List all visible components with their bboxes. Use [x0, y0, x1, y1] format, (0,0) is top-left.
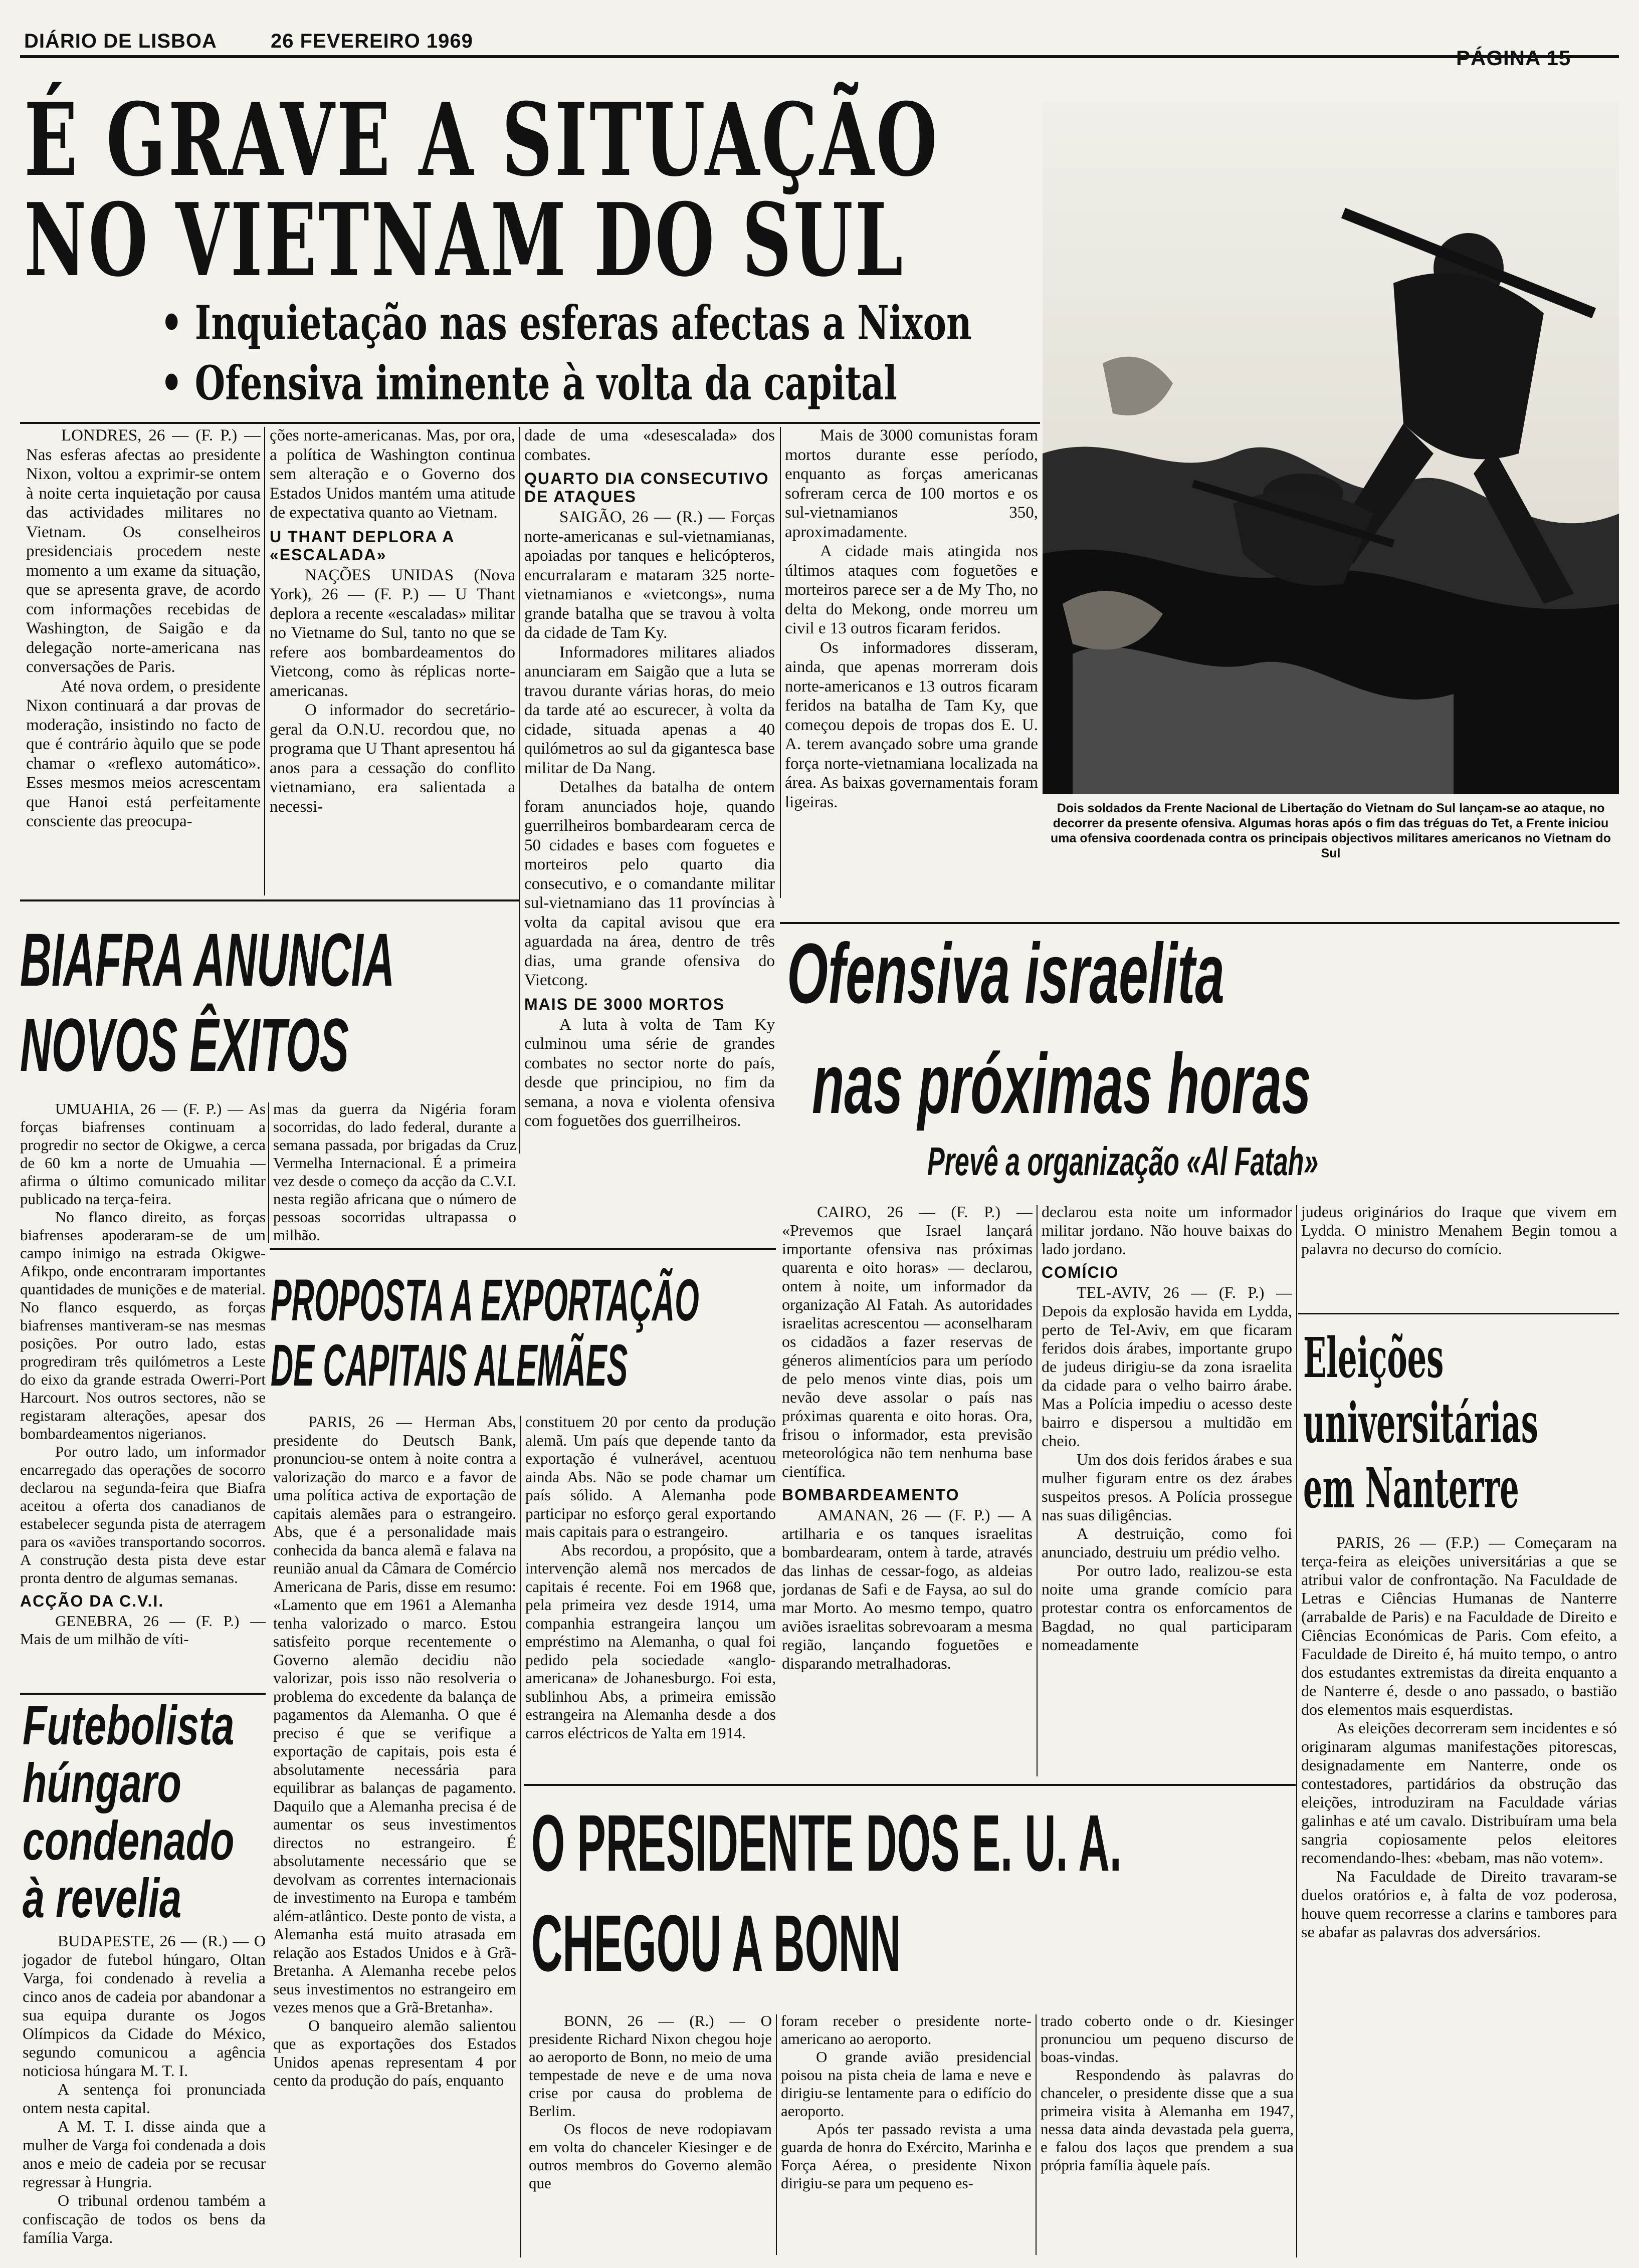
israel-top-rule — [780, 922, 1619, 924]
vietnam-soldiers-photo — [1043, 103, 1619, 794]
soldiers-illustration — [1043, 103, 1619, 794]
nixon-column-2 — [781, 2012, 1032, 2257]
israel-col2e-para: Por outro lado, realizou-se esta noite uma grande comício para protestar contra os enforcamentos de Bagdad, no qual participaram nomeadamente — [1042, 1561, 1292, 1654]
alemaes-col2-para: constituem 20 por cento da produção alemã. Um país que depende tanto da exportação é vulnerável, acentuou ainda Abs. Não se pode chamar um país sólido. A Alemanha pode participar no esforço geral exportando mais capitais para o estrangeiro. — [525, 1413, 776, 1540]
nixon-col1b-para: Os flocos de neve rodopiavam em volta do chanceler Kiesinger e de outros membros do Governo alemão que — [529, 2120, 772, 2192]
biafra-column-1 — [20, 1100, 266, 1691]
vietnam-col1b-para: Até nova ordem, o presidente Nixon continuará a dar provas de moderação, insistindo no facto de que é contrário àquilo que se pode chamar o «reflexo automático». Esses mesmos meios acrescentam que Hanoi está perfeitamente consciente das preocupa- — [26, 677, 261, 830]
column-divider — [268, 1102, 269, 1243]
nixon-column-3 — [1041, 2012, 1294, 2257]
vietnam-col3b-para: SAIGÃO, 26 — (R.) — Forças norte-americanas e sul-vietnamianas, apoiadas por tanques e helicópteros, encurralaram e mataram 325 norte-vietnamianos e «vietcongs», numa grande batalha que se travou à volta da cidade de Tam Ky. — [524, 508, 775, 642]
vietnam-headline-2: NO VIETNAM DO SUL — [24, 181, 905, 299]
alemaes-top-rule — [270, 1248, 776, 1250]
vietnam-col3d-para: Detalhes da batalha de ontem foram anunciados hoje, quando guerrilheiros bombardearam cerca de 50 cidades e bases com foguetes e morteiros pelo quarto dia consecutivo, e o comandante militar sul-vietnamiano das 11 províncias à volta da capital avisou que era aguardada na área, dentro de três dias, uma grande ofensiva do Vietcong. — [524, 778, 775, 989]
futebol-headline-2: húngaro — [23, 1752, 181, 1814]
israel-headline-1: Ofensiva israelita — [787, 926, 1224, 1021]
futebol-column — [23, 1932, 266, 2257]
vietnam-col3e-para: A luta à volta de Tam Ky culminou uma série de grandes combates no sector norte do país, desde que principiou, no fim da semana, a nova e violenta ofensiva com foguetões dos guerrilheiros. — [524, 1015, 775, 1130]
vietnam-subhead-1: • Inquietação nas esferas afectas a Nixon — [160, 296, 972, 351]
nixon-top-rule — [524, 1784, 1296, 1786]
nixon-col2-para: foram receber o presidente norte-americano ao aeroporto. — [781, 2012, 1032, 2048]
masthead-rule — [20, 55, 1619, 58]
alemaes-headline-1: PROPOSTA A EXPORTAÇÃO — [271, 1267, 699, 1333]
vietnam-col2-subhead: U THANT DEPLORA A «ESCALADA» — [270, 527, 455, 564]
vietnam-col3-para: dade de uma «desescalada» dos combates. — [524, 426, 775, 464]
nixon-col2c-para: Após ter passado revista a uma guarda de honra do Exército, Marinha e Força Aérea, o presidente Nixon dirigiu-se para um pequeno es- — [781, 2120, 1032, 2192]
nixon-col2b-para: O grande avião presidencial poisou na pista cheia de lama e neve e dirigiu-se lentamente para o edifício do aeroporto. — [781, 2048, 1032, 2120]
masthead-page — [1456, 46, 1571, 70]
column-divider — [519, 427, 520, 1154]
nixon-col3b-para: Respondendo às palavras do chanceler, o presidente disse que a sua primeira visita à Alemanha em 1947, nessa data ainda devastada pela guerra, e falou dos laços que prendem a sua própria família àquele país. — [1041, 2066, 1294, 2174]
futebol-headline-4: à revelia — [23, 1868, 182, 1929]
nixon-headline-1: O PRESIDENTE DOS E. U. A. — [531, 1798, 1122, 1888]
biafra-col2-para: mas da guerra da Nigéria foram socorridas, do lado federal, durante a semana passada, por brigadas da Cruz Vermelha Internacional. É a primeira vez desde o começo da acção da C.V.I. nesta região africana que o número de pessoas socorridas ultrapassa o milhão. — [273, 1100, 516, 1244]
biafra-col1-para: UMUAHIA, 26 — (F. P.) — As forças biafrenses continuam a progredir no sector de Okigwe, a cerca de 60 km a norte de Umuahia — afirma o último comunicado militar publicado na terça-feira. — [20, 1100, 266, 1208]
vietnam-col4-para: Mais de 3000 comunistas foram mortos durante esse período, enquanto as forças americanas sofreram cerca de 100 mortos e os sul-vietnamianos 350, aproximadamente. — [785, 426, 1038, 541]
alemaes-column-2 — [525, 1413, 776, 1742]
column-divider — [776, 2014, 777, 2255]
israel-col3-para: judeus originários do Iraque que vivem em Lydda. O ministro Menahem Begin tomou a palavra no decurso do comício. — [1301, 1203, 1617, 1258]
israel-col1b-para: AMANAN, 26 — (F. P.) — A artilharia e os tanques israelitas bombardearam, ontem à tarde, através das linhas de cessar-fogo, as aldeias jordanas de Safi e de Faysa, ao sul do mar Morto. Ao mesmo tempo, quatro aviões israelitas sobrevoaram a mesma região, lançando foguetões e disparando metralhadoras. — [782, 1506, 1033, 1672]
vietnam-col4b-para: A cidade mais atingida nos últimos ataques com foguetões e morteiros parece ser a de My Tho, no delta do Mekong, onde morreu um civil e 13 outros ficaram feridos. — [785, 542, 1038, 637]
nanterre-headline-1: Eleições — [1303, 1325, 1444, 1390]
nanterre-column — [1301, 1533, 1617, 2255]
vietnam-col2-para: ções norte-americanas. Mas, por ora, a política de Washington continua sem alteração e o Governo dos Estados Unidos mantém uma atitude de expectativa quanto ao Vietnam. — [270, 426, 515, 522]
israel-column-2 — [1042, 1203, 1292, 1784]
alemaes-col1b-para: O banqueiro alemão salientou que as exportações dos Estados Unidos apenas representam 4 por cento da produção do país, enquanto — [273, 2016, 516, 2089]
alemaes-col1-para: PARIS, 26 — Herman Abs, presidente do Deutsch Bank, pronunciou-se ontem à noite contra a valorização do marco e a favor de uma política activa de exportação de capitais alemães para o estrangeiro. Abs, que é a personalidade mais conhecida da banca alemã e falava na reunião anual da Câmara de Comércio Americana de Paris, disse em resumo: «Lamento que em 1961 a Alemanha tenha valorizado o marco. Estou satisfeito porque recentemente o Governo alemão decidiu não valorizar, pois isso não resolveria o problema do excedente da balança de pagamentos da Alemanha. O que é preciso é que se verifique a exportação de capitais, pois esta é absolutamente necessária para equilibrar as balanças de pagamento. Daquilo que a Alemanha precisa é de aumentar os seus investimentos directos no estrangeiro. É absolutamente necessário que se devolvam as correntes internacionais de investimento na Europa e também além-atlântico. Deste ponto de vista, a Alemanha está muito atrasada em relação aos Estados Unidos e à Grã-Bretanha. A Alemanha recebe pelos seus investimentos no estrangeiro em vezes menos que a Grã-Bretanha». — [273, 1413, 516, 2016]
biafra-headline-1: BIAFRA ANUNCIA — [20, 918, 395, 1002]
alemaes-column-1 — [273, 1413, 516, 2260]
vietnam-column-2 — [270, 426, 515, 897]
biafra-col1c-para: Por outro lado, um informador encarregado das operações de socorro declarou na segunda-feira que Biafra aceitou a oferta dos canadianos de estabelecer segunda pista de aterragem para os «aviões transportando socorros. A construção desta pista deve estar pronta dentro de algumas semanas. — [20, 1443, 266, 1586]
column-divider — [1036, 2014, 1037, 2255]
vietnam-top-rule — [20, 422, 1040, 424]
vietnam-col4c-para: Os informadores disseram, ainda, que apenas morreram dois norte-americanos e 13 outros ficaram feridos na batalha de Tam Ky, que começou depois de tropas dos E. U. A. terem avançado sobre uma grande força norte-vietnamiana localizada na área. As baixas governamentais foram ligeiras. — [785, 638, 1038, 811]
vietnam-subhead-2: • Ofensiva iminente à volta da capital — [160, 356, 897, 411]
masthead-paper: DIÁRIO DE LISBOA — [24, 30, 217, 52]
vietnam-col2b-para: NAÇÕES UNIDAS (Nova York), 26 — (F. P.) — U Thant deplora a recente «escaladas» militar no Vietname do Sul, tanto no que se refere aos bombardeamentos do Vietcong, como às réplicas norte-americanas. — [270, 566, 515, 700]
vietnam-column-3 — [524, 426, 775, 1308]
nanterre-para: PARIS, 26 — (F.P.) — Começaram na terça-feira as eleições universitárias a que se atribui valor de confrontação. Na Faculdade de Letras e Ciências Humanas de Nanterre (arrabalde de Paris) e na Faculdade de Direito e Ciências Económicas de Paris. Com efeito, a Faculdade de Direito é, há muito tempo, o antro dos estudantes extremistas da direita enquanto a de Nanterre é, desde o ano passado, o bastião dos elementos mais esquerdistas. — [1301, 1533, 1617, 1718]
israel-subhead: Prevê a organização «Al Fatah» — [927, 1139, 1319, 1184]
nixon-column-1 — [529, 2012, 772, 2257]
biafra-col1d-para: GENEBRA, 26 — (F. P.) — Mais de um milhão de víti- — [20, 1612, 266, 1648]
vietnam-col3c-para: Informadores militares aliados anunciaram em Saigão que a luta se travou durante várias horas, do meio da tarde até ao escurecer, à volta da cidade, situada apenas a 40 quilómetros ao sul da gigantesca base militar de Da Nang. — [524, 643, 775, 777]
israel-col2b-para: TEL-AVIV, 26 — (F. P.) — Depois da explosão havida em Lydda, perto de Tel-Aviv, em que ficaram feridos dois árabes, importante grupo de judeus dirigiu-se da zona israelita da cidade para o velho bairro árabe. Mas a Polícia impediu o acesso deste bairro e dispersou a multidão em cheio. — [1042, 1283, 1292, 1450]
israel-headline-2: nas próximas horas — [812, 1036, 1311, 1131]
vietnam-column-1 — [26, 426, 261, 897]
column-divider — [780, 427, 781, 898]
nixon-col3-para: trado coberto onde o dr. Kiesinger pronunciou um pequeno discurso de boas-vindas. — [1041, 2012, 1294, 2066]
column-divider — [1296, 1205, 1297, 2257]
nanterre-top-rule — [1298, 1313, 1619, 1314]
israel-col1-subhead: BOMBARDEAMENTO — [782, 1486, 960, 1504]
nanterre-headline-3: em Nanterre — [1303, 1456, 1519, 1520]
nixon-headline-2: CHEGOU A BONN — [531, 1898, 901, 1988]
nixon-col1-para: BONN, 26 — (R.) — O presidente Richard Nixon chegou hoje ao aeroporto de Bonn, no meio de uma tempestade de neve e de uma nova crise por causa do problema de Berlim. — [529, 2012, 772, 2120]
biafra-headline-2: NOVOS ÊXITOS — [20, 1003, 349, 1087]
nanterre-para-3: Na Faculdade de Direito travaram-se duelos oratórios e, à falta de voz poderosa, houve quem recorresse a clarins e tambores para se abafar as palavras dos adversários. — [1301, 1867, 1617, 1941]
biafra-top-rule — [20, 899, 519, 901]
israel-col2d-para: A destruição, como foi anunciado, destruiu um prédio velho. — [1042, 1524, 1292, 1561]
nanterre-headline-2: universitárias — [1303, 1391, 1538, 1455]
vietnam-headline-1: É GRAVE A SITUAÇÃO — [24, 81, 940, 199]
biafra-col1-subhead: ACÇÃO DA C.V.I. — [20, 1592, 164, 1610]
futebol-para-2: A sentença foi pronunciada ontem nesta capital. — [23, 2080, 266, 2117]
biafra-column-2 — [273, 1100, 516, 1245]
vietnam-col2c-para: O informador do secretário-geral da O.N.U. recordou que, no programa que U Thant apresentou há anos para a cessação do conflito vietnamiano, era salientada a necessi- — [270, 701, 515, 816]
israel-col2-subhead: COMÍCIO — [1042, 1263, 1119, 1281]
alemaes-headline-2: DE CAPITAIS ALEMÃES — [271, 1332, 628, 1399]
alemaes-col2b-para: Abs recordou, a propósito, que a intervenção alemã nos mercados de capitais é recente. Foi em 1968 que, pela primeira vez desde 1914, uma companhia estrangeira lançou um empréstimo na Alemanha, o qual foi pedido pela sociedade «anglo-americana» de Johanesburgo. Foi esta, sublinhou Abs, a primeira emissão estrangeira na Alemanha desde a dos carros eléctricos de Yalta em 1914. — [525, 1541, 776, 1742]
column-divider — [264, 427, 265, 895]
nanterre-para-2: As eleições decorreram sem incidentes e só originaram algumas manifestações pitorescas, designadamente em Nanterre, onde os contestadores, partidários da obstrução das eleições, introduziram na Faculdade várias galinhas e até um cavalo. Distribuíram uma bela sangria copiosamente pelos eleitores recomendando-lhes: «bebam, mas não votem». — [1301, 1719, 1617, 1867]
futebol-headline-3: condenado — [23, 1810, 235, 1872]
israel-column-1 — [782, 1203, 1033, 1784]
israel-col1-para: CAIRO, 26 — (F. P.) — «Prevemos que Israel lançará importante ofensiva nas próximas quarenta e oito horas» — declarou, ontem à noite, um informador da organização Al Fatah. As autoridades israelitas acrescentou — aconselharam os cidadãos a fazer reservas de géneros alimentícios para um período de pelo menos vinte dias, pois um nevão deve assolar o país nas próximas quarenta e oito horas. Ora, frisou o informador, esta previsão meteorológica não tem nenhuma base científica. — [782, 1203, 1033, 1480]
biafra-col1b-para: No flanco direito, as forças biafrenses apoderaram-se de um campo inimigo na estrada Okigwe-Afikpo, onde encontraram importantes quantidades de munições e de material. No flanco esquerdo, as forças biafrenses mantiveram-se nas mesmas posições. Por outro lado, estas progrediram três quilómetros a Leste do eixo da grande estrada Owerri-Port Harcourt. Nos outros sectores, não se registaram alterações, apesar dos bombardeamentos nigerianos. — [20, 1208, 266, 1442]
futebol-para: BUDAPESTE, 26 — (R.) — O jogador de futebol húngaro, Oltan Varga, foi condenado à revelia a cinco anos de cadeia por abandonar a sua equipa durante os Jogos Olímpicos da Cidade do México, segundo comunicou a agência noticiosa húngara M. T. I. — [23, 1932, 266, 2080]
israel-col2c-para: Um dos dois feridos árabes e sua mulher figuram entre os dez árabes suspeitos presos. A Polícia prossegue nas suas diligências. — [1042, 1450, 1292, 1524]
israel-col2-para: declarou esta noite um informador militar jordano. Não houve baixas do lado jordano. — [1042, 1203, 1292, 1258]
masthead-date: 26 FEVEREIRO 1969 — [271, 30, 473, 52]
vietnam-col3-subhead-2: MAIS DE 3000 MORTOS — [524, 995, 725, 1013]
vietnam-column-4 — [785, 426, 1038, 897]
futebol-para-4: O tribunal ordenou também a confiscação de todos os bens da família Varga. — [23, 2191, 266, 2246]
column-divider — [520, 1416, 521, 2257]
vietnam-photo-caption: Dois soldados da Frente Nacional de Libertação do Vietnam do Sul lançam-se ao ataque, no decorrer da presente ofensiva. Algumas horas após o fim das tréguas do Tet, a Frente iniciou uma ofensiva coordenada contra os principais objectivos militares americanos no Vietnam do Sul — [1051, 801, 1611, 860]
column-divider — [1037, 1205, 1038, 1776]
futebol-headline-1: Futebolista — [23, 1695, 235, 1756]
futebol-para-3: A M. T. I. disse ainda que a mulher de Varga foi condenada a dois anos e meio de cadeia por se recusar regressar à Hungria. — [23, 2117, 266, 2191]
vietnam-col3-subhead: QUARTO DIA CONSECUTIVO DE ATAQUES — [524, 470, 769, 506]
vietnam-col1-para: LONDRES, 26 — (F. P.) — Nas esferas afectas ao presidente Nixon, voltou a exprimir-se ontem à noite certa inquietação por causa das actividades militares no Vietnam. Os conselheiros presidenciais procedem neste momento a um exame da situação, que se apresenta grave, de acordo com informações recebidas de Washington, de Saigão e da delegação norte-americana nas conversações de Paris. — [26, 426, 261, 676]
